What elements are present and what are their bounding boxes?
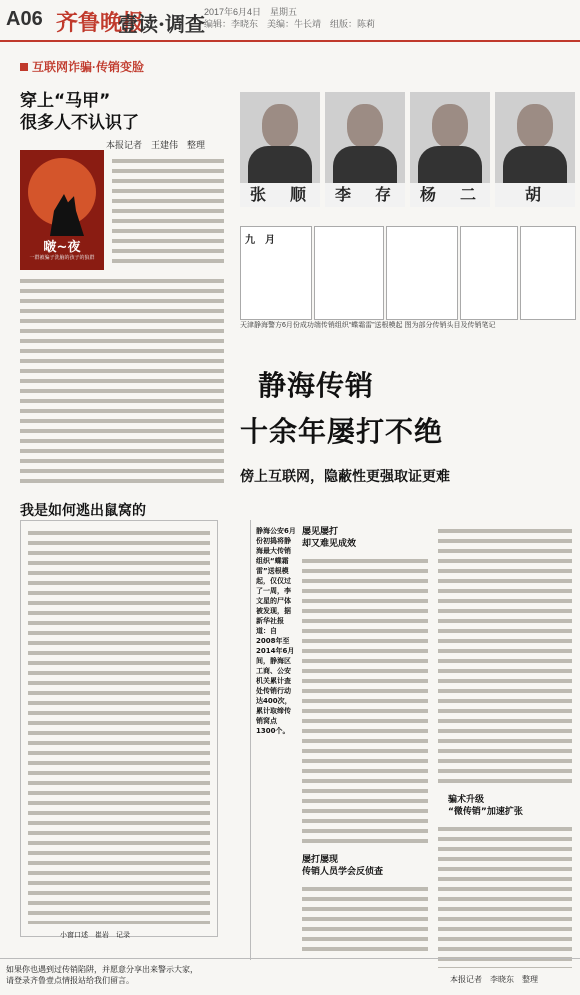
photo-caption: 天津静海警方6月份成功端传销组织“蝶霜雷”送根模起 图为部分传销头目及传销笔记	[240, 322, 496, 329]
story2-body	[28, 528, 210, 924]
subhead-line: 却又难见成效	[302, 539, 357, 549]
article-col2-top	[438, 526, 572, 786]
subhead-line: 屡见屡打	[302, 527, 339, 537]
story1-title-line1: 穿上“马甲”	[20, 91, 111, 111]
subhead	[302, 854, 383, 878]
notebook-photos	[240, 226, 575, 318]
article-byline: 本报记者 李晓东 整理	[450, 975, 538, 984]
subhead-line: “微传销”加速扩张	[448, 807, 523, 817]
subhead	[302, 526, 356, 550]
suspect-photo	[495, 92, 575, 207]
suspect-photo	[240, 92, 320, 207]
footer-line2: 请登录齐鲁壹点情报站给我们留言。	[6, 976, 134, 985]
issue-meta	[204, 6, 375, 30]
story1-byline: 本报记者 王建伟 整理	[106, 140, 206, 150]
article-col2-bottom	[438, 824, 572, 968]
suspect-photo	[410, 92, 490, 207]
story1-body	[20, 276, 224, 484]
main-headline-line1: 静海传销	[258, 369, 375, 402]
notebook-page	[520, 226, 576, 320]
subhead-line: 传销人员学会反侦查	[302, 867, 384, 877]
story2-byline: 小窗口述 崔岩 记录	[60, 932, 130, 939]
suspect-name: 张 顺	[240, 183, 320, 207]
notebook-page	[460, 226, 518, 320]
section-title: 壹读·调查	[118, 12, 205, 36]
main-headline-deck: 傍上互联网，隐蔽性更强取证更难	[240, 469, 450, 485]
issue-date: 2017年6月4日 星期五	[204, 7, 298, 17]
poster-subtitle: 一群被骗子洗脑的孩子的狼群	[29, 255, 95, 261]
suspect-photo	[325, 92, 405, 207]
topic-tag: 互联网诈骗·传销变脸	[20, 58, 144, 75]
notebook-page	[386, 226, 458, 320]
story1-body-top	[112, 156, 224, 266]
footer-note	[6, 964, 198, 986]
article-col1-bottom	[302, 884, 428, 956]
subhead	[448, 794, 523, 818]
suspect-photo-strip	[240, 92, 575, 212]
subhead-line: 骗术升级	[448, 795, 485, 805]
page-number: A06	[6, 8, 43, 30]
suspect-name: 杨 二	[410, 183, 490, 207]
footer-line1: 如果你也遇到过传销陷阱，并愿意分享出来警示大家，	[6, 965, 198, 974]
movie-poster-image	[20, 150, 104, 270]
subhead-line: 屡打屡现	[302, 855, 339, 865]
story2-title: 我是如何逃出鼠窝的	[20, 503, 146, 519]
suspect-name: 胡	[495, 183, 575, 207]
notebook-label: 九 月	[241, 227, 279, 250]
lead-summary: 静海公安6月份初捣将静海最大传销组织“蝶霜雷”送根模起，仅仅过了一周，李文星的尸体被发现，据新华社报道：自2008年至2014年6月间，静海区工商、公安机关累计查处传销行动达400次，累计取缔传销窝点1300个。	[256, 527, 296, 735]
newspaper-brand: 齐鲁晚报	[56, 10, 145, 36]
story1-title	[20, 90, 139, 134]
poster-title: 啵~夜	[43, 240, 81, 255]
notebook-page	[314, 226, 384, 320]
main-headline-line2: 十余年屡打不绝	[240, 415, 444, 448]
staff-credits: 编辑：李晓东 美编：牛长靖 组版：陈莉	[204, 19, 376, 29]
column-divider	[250, 520, 251, 960]
article-col1-top	[302, 556, 428, 846]
suspect-name: 李 存	[325, 183, 405, 207]
story1-title-line2: 很多人不认识了	[20, 113, 139, 133]
notebook-page	[240, 226, 312, 320]
footer-rule	[0, 958, 580, 959]
